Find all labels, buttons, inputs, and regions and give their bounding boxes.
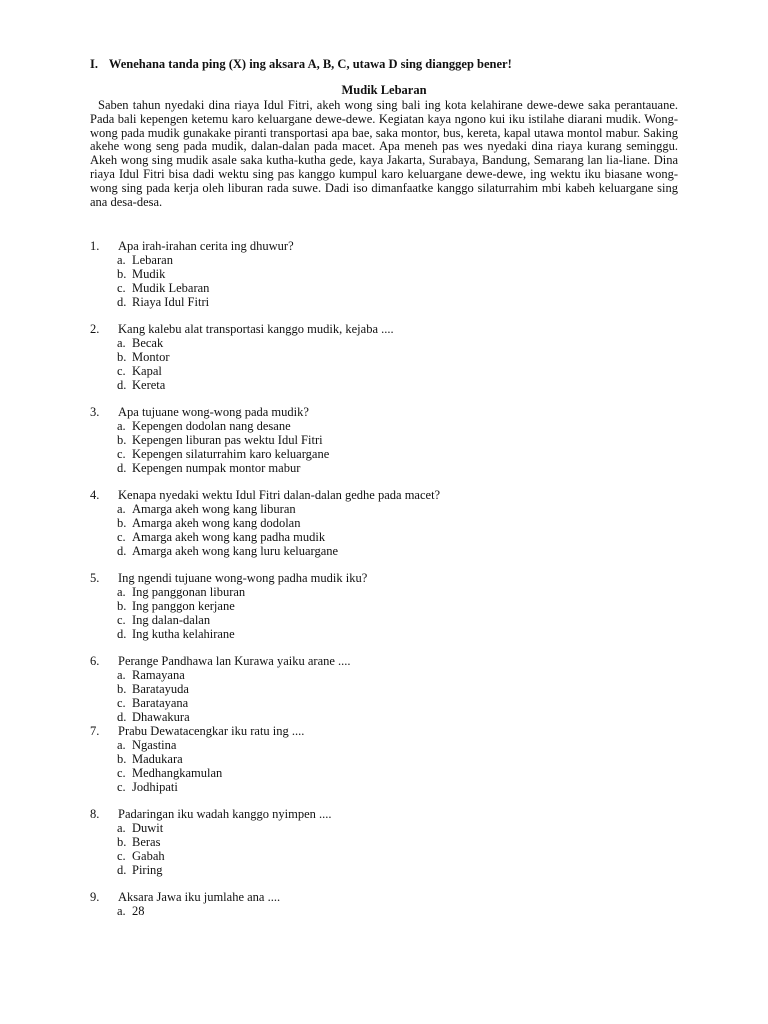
answer-option[interactable]	[90, 296, 690, 310]
question-item	[90, 240, 690, 310]
answer-option[interactable]	[90, 531, 690, 545]
option-letter: c.	[117, 529, 126, 544]
option-text: Gabah	[132, 848, 165, 863]
question-item	[90, 323, 690, 393]
option-text: Ing panggonan liburan	[132, 585, 246, 600]
question-line	[90, 572, 690, 586]
answer-option[interactable]	[90, 781, 690, 795]
answer-option[interactable]	[90, 822, 690, 836]
option-letter: c.	[117, 446, 126, 461]
question-spacer	[90, 476, 690, 490]
option-letter: d.	[117, 460, 127, 475]
question-line	[90, 891, 690, 905]
option-letter: a.	[117, 668, 126, 683]
option-letter: a.	[117, 502, 126, 517]
option-text: Kepengen numpak montor mabur	[132, 460, 301, 475]
option-letter: c.	[117, 363, 126, 378]
option-letter: d.	[117, 862, 127, 877]
option-letter: d.	[117, 709, 127, 724]
option-text: Baratayuda	[132, 682, 189, 697]
question-number: 4.	[90, 488, 100, 503]
option-text: Baratayana	[132, 696, 189, 711]
answer-option[interactable]	[90, 739, 690, 753]
answer-option[interactable]	[90, 545, 690, 559]
answer-option[interactable]	[90, 850, 690, 864]
option-text: Becak	[132, 336, 164, 351]
option-letter: b.	[117, 516, 127, 531]
option-text: Piring	[132, 862, 163, 877]
option-text: Mudik Lebaran	[132, 280, 210, 295]
question-number: 8.	[90, 806, 100, 821]
question-text: Perange Pandhawa lan Kurawa yaiku arane ....	[118, 654, 351, 669]
option-text: Montor	[132, 349, 170, 364]
option-text: Amarga akeh wong kang luru keluargane	[132, 543, 339, 558]
answer-option[interactable]	[90, 517, 690, 531]
option-letter: b.	[117, 682, 127, 697]
option-text: Madukara	[132, 751, 183, 766]
option-text: Amarga akeh wong kang dodolan	[132, 516, 301, 531]
question-number: 7.	[90, 723, 100, 738]
option-text: Dhawakura	[132, 709, 190, 724]
question-number: 1.	[90, 239, 100, 253]
answer-option[interactable]	[90, 282, 690, 296]
option-letter: a.	[117, 820, 126, 835]
option-letter: a.	[117, 419, 126, 434]
answer-option[interactable]	[90, 683, 690, 697]
option-letter: b.	[117, 599, 127, 614]
passage-title: Mudik Lebaran	[341, 83, 427, 97]
option-text: Ngastina	[132, 737, 177, 752]
question-item	[90, 725, 690, 795]
option-text: Kepengen dodolan nang desane	[132, 419, 291, 434]
answer-option[interactable]	[90, 379, 690, 393]
option-text: Lebaran	[132, 253, 173, 267]
answer-option[interactable]	[90, 864, 690, 878]
option-letter: c.	[117, 765, 126, 780]
answer-option[interactable]	[90, 462, 690, 476]
answer-option[interactable]	[90, 503, 690, 517]
option-letter: a.	[117, 585, 126, 600]
answer-option[interactable]	[90, 268, 690, 282]
option-letter: d.	[117, 626, 127, 641]
question-number: 2.	[90, 322, 100, 337]
instruction-text: Wenehana tanda ping (X) ing aksara A, B, C, utawa D sing dianggep bener!	[108, 57, 512, 71]
question-text: Prabu Dewatacengkar iku ratu ing ....	[118, 723, 305, 738]
question-spacer	[90, 794, 690, 808]
option-letter: c.	[117, 779, 126, 794]
question-spacer	[90, 393, 690, 407]
option-text: Ing panggon kerjane	[132, 599, 235, 614]
option-letter: d.	[117, 294, 127, 309]
option-text: 28	[132, 904, 145, 918]
question-line	[90, 323, 690, 337]
option-text: Ing kutha kelahirane	[132, 626, 235, 641]
answer-option[interactable]	[90, 600, 690, 614]
question-number: 9.	[90, 890, 100, 904]
answer-option[interactable]	[90, 337, 690, 351]
question-text: Padaringan iku wadah kanggo nyimpen ....	[118, 806, 332, 821]
option-letter: a.	[117, 336, 126, 351]
option-letter: b.	[117, 266, 127, 281]
option-text: Kereta	[132, 377, 166, 392]
answer-option[interactable]	[90, 711, 690, 725]
answer-option[interactable]	[90, 905, 690, 919]
option-text: Kepengen silaturrahim karo keluargane	[132, 446, 330, 461]
answer-option[interactable]	[90, 586, 690, 600]
question-line	[90, 240, 690, 254]
option-letter: b.	[117, 751, 127, 766]
option-letter: a.	[117, 737, 126, 752]
answer-option[interactable]	[90, 753, 690, 767]
option-text: Mudik	[132, 266, 166, 281]
option-text: Beras	[132, 834, 161, 849]
option-letter: c.	[117, 848, 126, 863]
answer-option[interactable]	[90, 614, 690, 628]
question-spacer	[90, 559, 690, 573]
question-number: 6.	[90, 654, 100, 669]
question-list	[90, 240, 690, 919]
answer-option[interactable]	[90, 365, 690, 379]
answer-option[interactable]	[90, 420, 690, 434]
question-text: Apa tujuane wong-wong pada mudik?	[118, 405, 309, 420]
answer-option[interactable]	[90, 254, 690, 268]
question-item	[90, 489, 690, 559]
answer-option[interactable]	[90, 697, 690, 711]
option-letter: c.	[117, 613, 126, 628]
question-spacer	[90, 642, 690, 656]
question-item	[90, 572, 690, 642]
option-text: Ramayana	[132, 668, 185, 683]
option-text: Jodhipati	[132, 779, 178, 794]
option-letter: c.	[117, 280, 126, 295]
section-number: I.	[90, 57, 98, 71]
question-item	[90, 808, 690, 878]
option-letter: c.	[117, 696, 126, 711]
question-text: Ing ngendi tujuane wong-wong padha mudik iku?	[118, 571, 368, 586]
answer-option[interactable]	[90, 628, 690, 642]
question-spacer	[90, 310, 690, 324]
option-text: Kepengen liburan pas wektu Idul Fitri	[132, 433, 323, 448]
option-letter: a.	[117, 253, 126, 267]
option-text: Medhangkamulan	[132, 765, 223, 780]
option-letter: b.	[117, 433, 127, 448]
option-text: Riaya Idul Fitri	[132, 294, 210, 309]
question-spacer	[90, 878, 690, 892]
option-letter: d.	[117, 377, 127, 392]
question-item	[90, 655, 690, 725]
question-line	[90, 808, 690, 822]
option-text: Duwit	[132, 820, 164, 835]
question-text: Aksara Jawa iku jumlahe ana ....	[118, 890, 281, 904]
answer-option[interactable]	[90, 669, 690, 683]
answer-option[interactable]	[90, 434, 690, 448]
answer-option[interactable]	[90, 767, 690, 781]
section-instruction	[90, 58, 690, 72]
question-line	[90, 489, 690, 503]
answer-option[interactable]	[90, 448, 690, 462]
passage-text: Saben tahun nyedaki dina riaya Idul Fitri, akeh wong sing bali ing kota kelahirane dewe-dewe saka perantauane. Pada bali kepengen ketemu karo keluargane dewe-dewe. Kegiatan kaya ngono kui iku istilahe diarani mudik. Wong-wong pada mudik gunakake piranti transportasi apa bae, saka montor, bus, kereta, kapal utawa montol mabur. Saking akehe wong seng pada mudik, dalan-dalan pada macet. Apa meneh pas wes nyedaki dina riaya kurang seminggu. Akeh wong sing mudik asale saka kutha-kutha gede, kaya Jakarta, Surabaya, Bandung, Semarang lan lia-liane. Dina riaya Idul Fitri bisa dadi wektu sing pas kanggo kumpul karo keluargane dewe-dewe, ing wektu iku biasane wong-wong sing pada kerja oleh liburan rada suwe. Dadi iso dimanfaatke kanggo silaturrahim mbi kabeh keluargane sing ana desa-desa.	[90, 98, 678, 209]
option-text: Amarga akeh wong kang padha mudik	[132, 529, 326, 544]
question-line	[90, 406, 690, 420]
question-line	[90, 655, 690, 669]
option-text: Ing dalan-dalan	[132, 613, 211, 628]
option-letter: a.	[117, 904, 126, 918]
question-text: Kenapa nyedaki wektu Idul Fitri dalan-dalan gedhe pada macet?	[118, 488, 441, 503]
option-letter: b.	[117, 834, 127, 849]
question-text: Apa irah-irahan cerita ing dhuwur?	[118, 239, 294, 253]
question-item	[90, 891, 690, 919]
option-letter: b.	[117, 349, 127, 364]
answer-option[interactable]	[90, 351, 690, 365]
question-line	[90, 725, 690, 739]
option-text: Amarga akeh wong kang liburan	[132, 502, 296, 517]
question-number: 3.	[90, 405, 100, 420]
answer-option[interactable]	[90, 836, 690, 850]
option-text: Kapal	[132, 363, 162, 378]
option-letter: d.	[117, 543, 127, 558]
question-text: Kang kalebu alat transportasi kanggo mudik, kejaba ....	[118, 322, 394, 337]
question-item	[90, 406, 690, 476]
question-number: 5.	[90, 571, 100, 586]
